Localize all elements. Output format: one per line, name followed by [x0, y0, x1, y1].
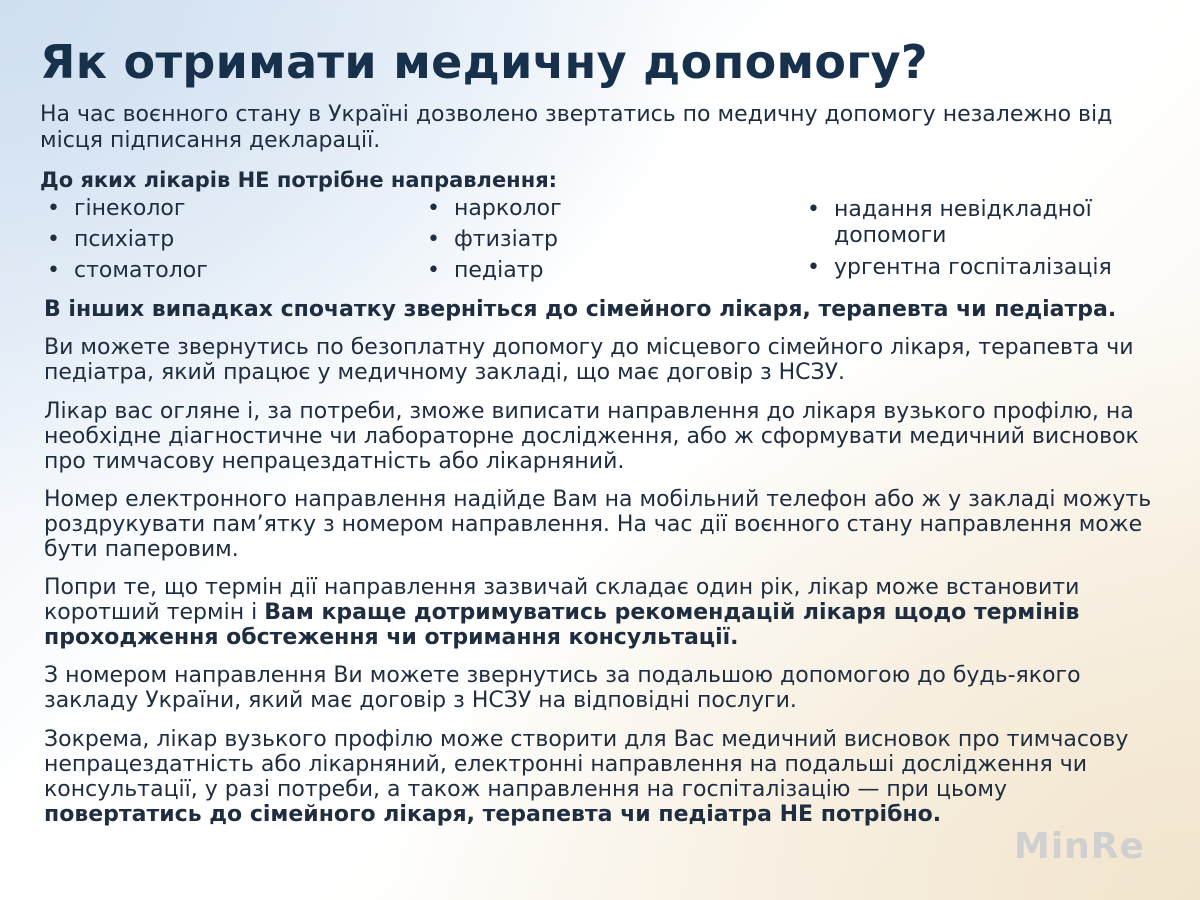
list-item: • психіатр	[40, 227, 420, 253]
referral-term-emphasis: Вам краще дотримуватись рекомендацій лікаря щодо термінів проходження обстеження чи отримання консультації.	[44, 600, 1080, 650]
page-title: Як отримати медичну допомогу?	[40, 35, 928, 89]
doctor-list-column-3	[800, 197, 1140, 287]
list-item: • педіатр	[420, 258, 800, 284]
no-referral-heading: До яких лікарів НЕ потрібне направлення:	[40, 168, 558, 192]
intro-text: На час воєнного стану в Україні дозволено звертатись по медичну допомогу незалежно від місця підписання декларації.	[40, 102, 1113, 153]
paragraph-referral-number: Номер електронного направлення надійде Вам на мобільний телефон або ж у закладі можуть роздрукувати пам’ятку з номером направлення. На час дії воєнного стану направлення може бути паперовим.	[44, 487, 1152, 562]
paragraph-specialist	[44, 727, 1170, 827]
paragraph-any-facility: З номером направлення Ви можете звернутись за подальшою допомогою до будь-якого закладу України, який має договір з НСЗУ на відповідні послуги.	[44, 663, 1081, 713]
paragraph-free-help: Ви можете звернутись по безоплатну допомогу до місцевого сімейного лікаря, терапевта чи педіатра, який працює у медичному закладі, що має договір з НСЗУ.	[44, 335, 1134, 385]
list-item: • надання невідкладної допомоги	[800, 197, 1140, 249]
paragraph-referral-term	[44, 575, 1170, 650]
paragraph-examination: Лікар вас огляне і, за потреби, зможе виписати направлення до лікаря вузького профілю, на необхідне діагностичне чи лабораторне дослідження, або ж сформувати медичний висновок про тимчасову непрацездатність або лікарняний.	[44, 399, 1139, 474]
list-item: • фтизіатр	[420, 227, 800, 253]
doctor-list-column-2	[420, 196, 800, 289]
list-item: • нарколог	[420, 196, 800, 222]
list-item: • гінеколог	[40, 196, 420, 222]
specialist-emphasis: повертатись до сімейного лікаря, терапевта чи педіатра НЕ потрібно.	[44, 802, 942, 827]
referral-term-text: Попри те, що термін дії направлення зазвичай складає один рік, лікар може встановити коротший термін і	[44, 575, 1080, 625]
list-item: • стоматолог	[40, 258, 420, 284]
list-item: • ургентна госпіталізація	[800, 255, 1140, 281]
doctor-list-column-1	[40, 196, 420, 289]
specialist-text: Зокрема, лікар вузького профілю може створити для Вас медичний висновок про тимчасову непрацездатність або лікарняний, електронні направлення на подальші дослідження чи консультації, у разі потреби, а також направлення на госпіталізацію — при цьому	[44, 727, 1129, 802]
minre-logo: MinRe	[1014, 826, 1145, 867]
family-doctor-note: В інших випадках спочатку зверніться до сімейного лікаря, терапевта чи педіатра.	[44, 297, 1117, 322]
